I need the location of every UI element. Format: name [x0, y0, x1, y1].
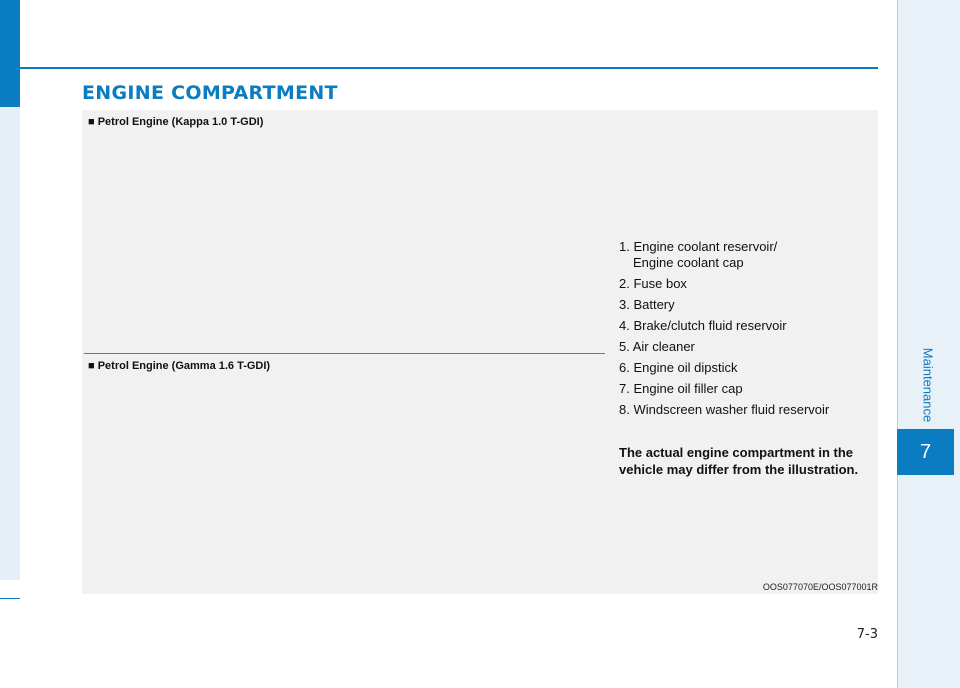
left-tick-mark — [0, 598, 20, 599]
list-item: 2. Fuse box — [619, 276, 687, 291]
page-number: 7-3 — [856, 627, 878, 642]
illustration-note: The actual engine compartment in the vehicle may differ from the illustration. — [619, 445, 859, 477]
list-item: 1. Engine coolant reservoir/ Engine coolant cap — [619, 239, 778, 270]
list-item: 5. Air cleaner — [619, 339, 695, 354]
chapter-label: Maintenance — [920, 347, 936, 423]
figure-label-gamma — [88, 360, 270, 372]
chapter-sidebar — [897, 0, 960, 688]
chapter-sidebar-edge — [897, 0, 898, 688]
header-rule — [20, 67, 878, 69]
page-title: ENGINE COMPARTMENT — [82, 82, 338, 104]
figure-divider — [84, 353, 605, 354]
list-item: 6. Engine oil dipstick — [619, 360, 738, 375]
list-item: 4. Brake/clutch fluid reservoir — [619, 318, 787, 333]
chapter-tab[interactable] — [897, 429, 954, 475]
figure-label-kappa — [88, 116, 263, 128]
left-accent-bar — [0, 0, 20, 107]
image-reference-code: OOS077070E/OOS077001R — [762, 582, 878, 592]
list-item: 3. Battery — [619, 297, 675, 312]
list-item: 8. Windscreen washer fluid reservoir — [619, 402, 830, 417]
square-bullet-icon: ■ — [88, 116, 95, 128]
parts-list — [619, 239, 829, 423]
figure-label-text: Petrol Engine (Kappa 1.0 T-GDI) — [97, 116, 264, 128]
list-item: 7. Engine oil filler cap — [619, 381, 743, 396]
chapter-number: 7 — [919, 440, 932, 463]
figure-label-text: Petrol Engine (Gamma 1.6 T-GDI) — [97, 360, 271, 372]
square-bullet-icon: ■ — [88, 360, 95, 372]
